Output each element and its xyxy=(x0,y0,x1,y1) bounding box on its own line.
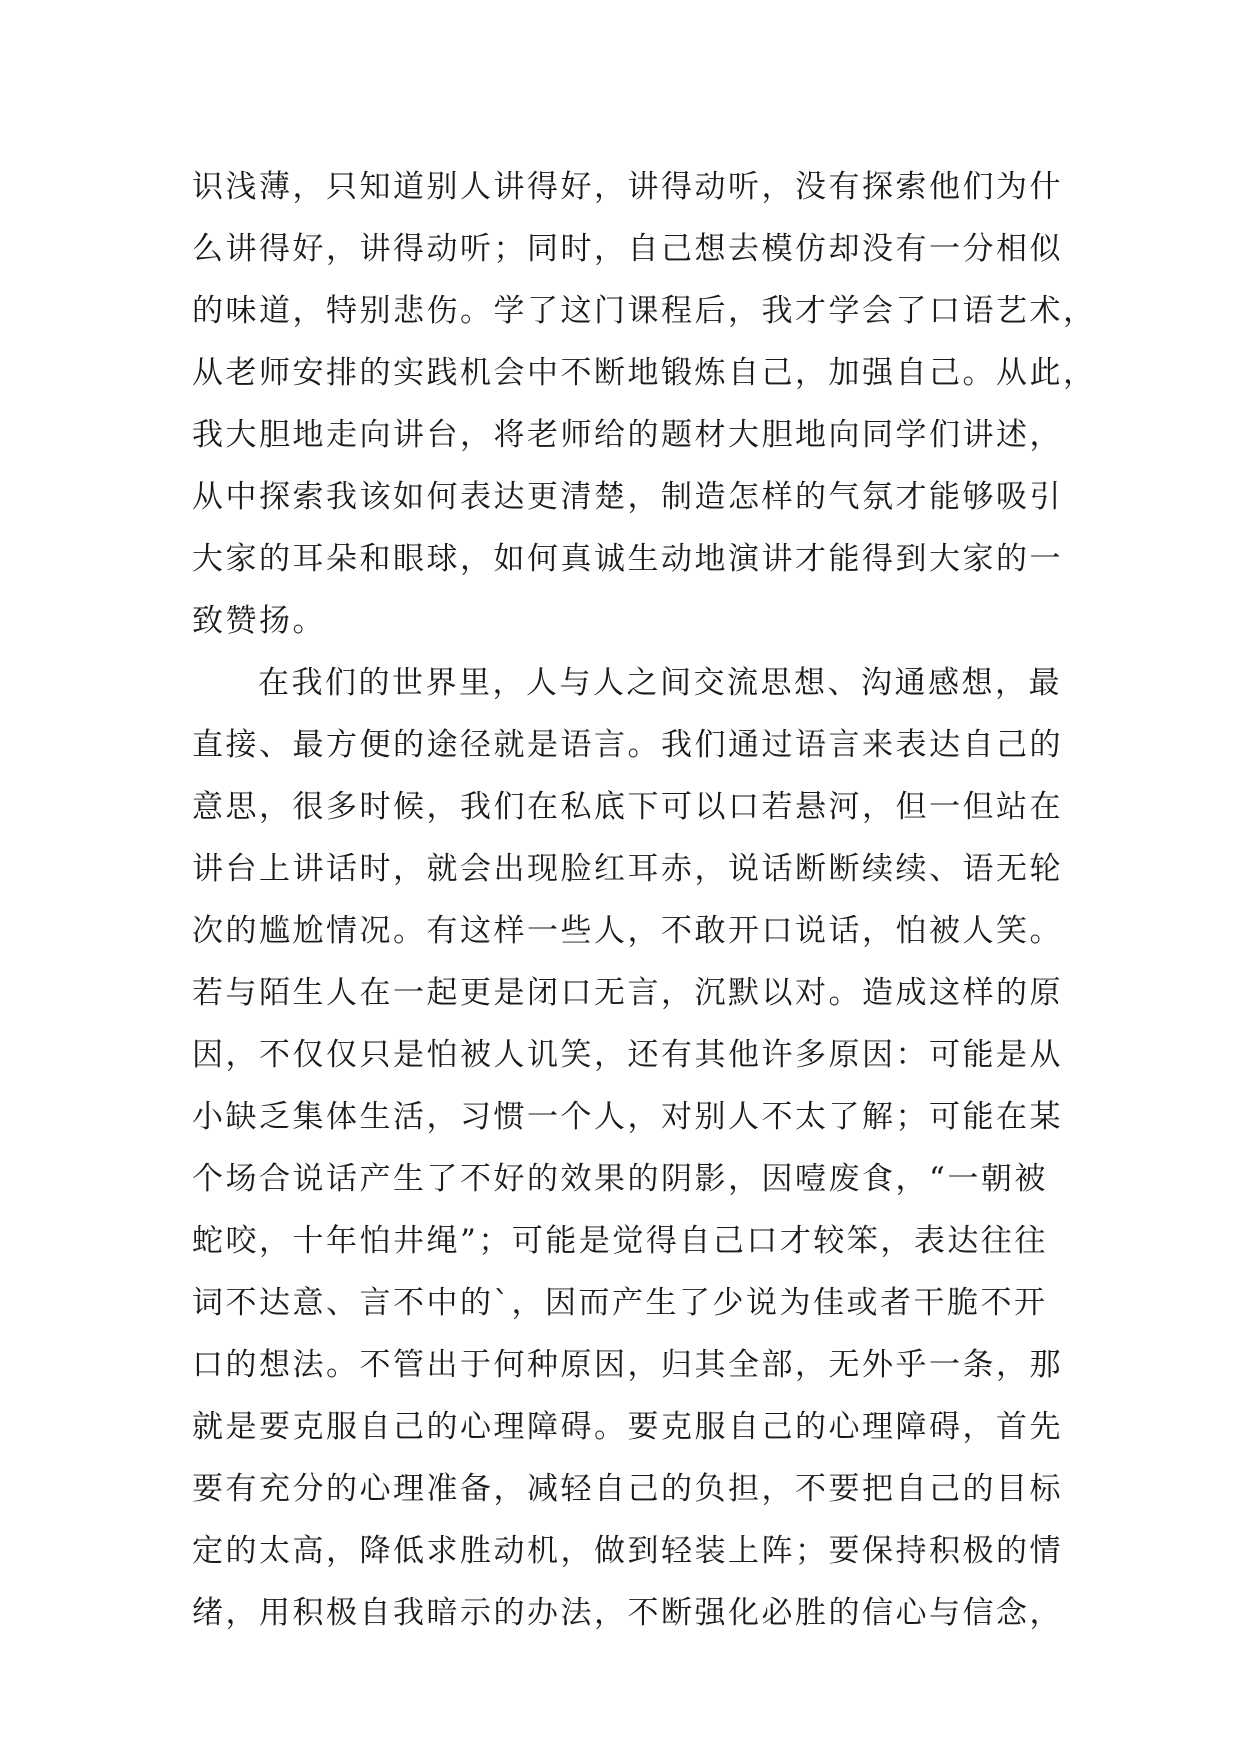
text-line: 意思，很多时候，我们在私底下可以口若悬河，但一但站在 xyxy=(192,789,1063,825)
text-line: 若与陌生人在一起更是闭口无言，沉默以对。造成这样的原 xyxy=(192,975,1063,1011)
text-line: 绪，用积极自我暗示的办法，不断强化必胜的信心与信念， xyxy=(192,1595,1063,1631)
paragraph-2 xyxy=(192,652,1063,1644)
text-line: 我大胆地走向讲台，将老师给的题材大胆地向同学们讲述， xyxy=(192,417,1063,453)
text-line: 次的尴尬情况。有这样一些人，不敢开口说话，怕被人笑。 xyxy=(192,913,1063,949)
text-line: 从中探索我该如何表达更清楚，制造怎样的气氛才能够吸引 xyxy=(192,479,1063,515)
text-line: 从老师安排的实践机会中不断地锻炼自己，加强自己。从此， xyxy=(192,355,1097,391)
text-line: 口的想法。不管出于何种原因，归其全部，无外乎一条，那 xyxy=(192,1347,1063,1383)
body-text xyxy=(192,156,1097,1644)
text-line: 识浅薄，只知道别人讲得好，讲得动听，没有探索他们为什 xyxy=(192,169,1063,205)
text-line: 讲台上讲话时，就会出现脸红耳赤，说话断断续续、语无轮 xyxy=(192,851,1063,887)
text-line: 就是要克服自己的心理障碍。要克服自己的心理障碍，首先 xyxy=(192,1409,1063,1445)
text-line: 小缺乏集体生活，习惯一个人，对别人不太了解；可能在某 xyxy=(192,1099,1063,1135)
text-line: 个场合说话产生了不好的效果的阴影，因噎废食，“一朝被 xyxy=(192,1161,1048,1197)
text-line: 在我们的世界里，人与人之间交流思想、沟通感想，最 xyxy=(258,665,1062,701)
text-line: 因，不仅仅只是怕被人讥笑，还有其他许多原因：可能是从 xyxy=(192,1037,1063,1073)
text-line: 定的太高，降低求胜动机，做到轻装上阵；要保持积极的情 xyxy=(192,1533,1063,1569)
text-line: 大家的耳朵和眼球，如何真诚生动地演讲才能得到大家的一 xyxy=(192,541,1063,577)
text-line: 的味道，特别悲伤。学了这门课程后，我才学会了口语艺术， xyxy=(192,293,1097,329)
text-line: 要有充分的心理准备，减轻自己的负担，不要把自己的目标 xyxy=(192,1471,1063,1507)
text-line: 蛇咬，十年怕井绳”；可能是觉得自己口才较笨，表达往往 xyxy=(192,1223,1048,1259)
text-line: 词不达意、言不中的`，因而产生了少说为佳或者干脆不开 xyxy=(192,1285,1048,1321)
text-line: 致赞扬。 xyxy=(192,603,326,639)
text-line: 么讲得好，讲得动听；同时，自己想去模仿却没有一分相似 xyxy=(192,231,1063,267)
text-line: 直接、最方便的途径就是语言。我们通过语言来表达自己的 xyxy=(192,727,1063,763)
paragraph-1 xyxy=(192,156,1097,652)
